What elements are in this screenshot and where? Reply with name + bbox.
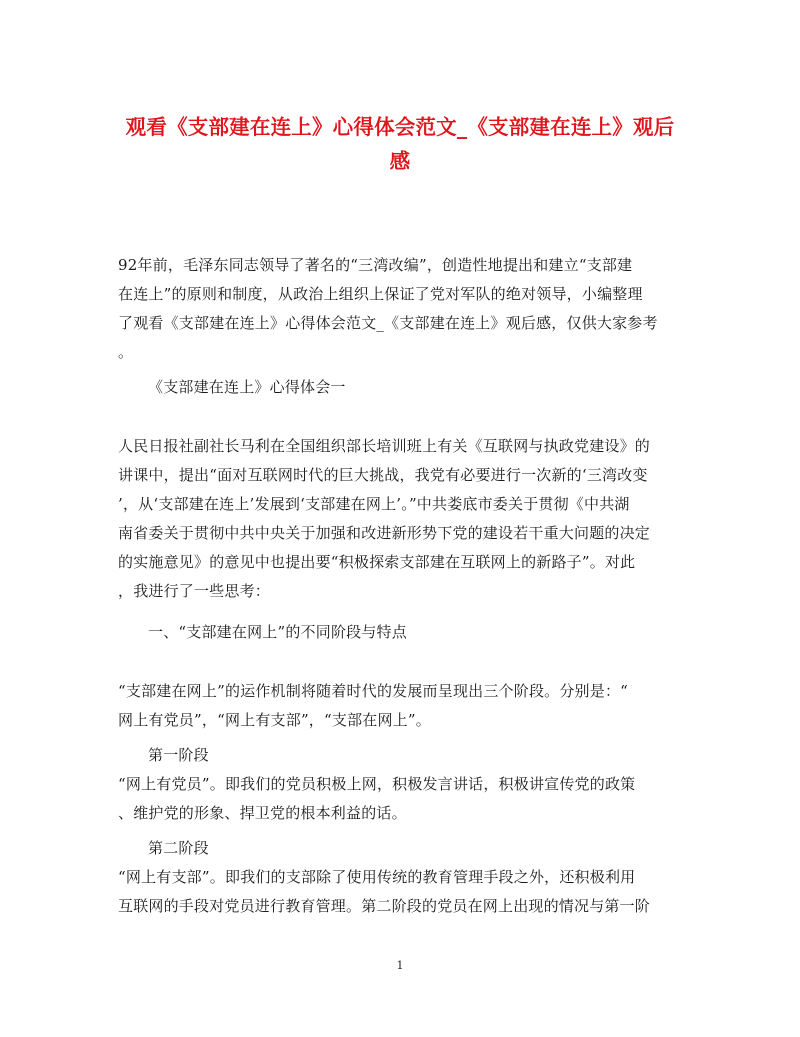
title-line: 感 xyxy=(389,149,411,173)
intro-line: 在连上”的原则和制度，从政治上组织上保证了党对军队的绝对领导，小编整理 xyxy=(118,285,643,303)
paragraph-line: 、维护党的形象、捍卫党的根本利益的话。 xyxy=(118,804,407,822)
subheading: 一、“支部建在网上”的不同阶段与特点 xyxy=(148,623,407,641)
paragraph-line: “网上有支部”。即我们的支部除了使用传统的教育管理手段之外，还积极利用 xyxy=(118,868,636,886)
paragraph-line: “网上有党员”。即我们的党员积极上网，积极发言讲话，积极讲宣传党的政策 xyxy=(118,775,636,793)
paragraph-line: “支部建在网上”的运作机制将随着时代的发展而呈现出三个阶段。分别是：“ xyxy=(118,682,629,700)
document-title xyxy=(118,110,682,178)
stage-heading: 第一阶段 xyxy=(148,746,209,764)
paragraph-line: 讲课中，提出“面对互联网时代的巨大挑战，我党有必要进行一次新的‘三湾改变 xyxy=(118,466,648,484)
paragraph-line: ’，从‘支部建在连上’发展到‘支部建在网上’。”中共娄底市委关于贯彻《中共湖 xyxy=(118,495,630,513)
intro-line: 92年前，毛泽东同志领导了著名的“三湾改编”，创造性地提出和建立“支部建 xyxy=(118,256,633,274)
paragraph-line: 的实施意见》的意见中也提出要“积极探索支部建在互联网上的新路子”。对此 xyxy=(118,553,636,571)
title-line: 观看《支部建在连上》心得体会范文_《支部建在连上》观后 xyxy=(125,115,675,139)
section-heading: 《支部建在连上》心得体会一 xyxy=(148,378,346,396)
intro-line: 了观看《支部建在连上》心得体会范文_《支部建在连上》观后感，仅供大家参考 xyxy=(118,314,658,332)
stage-heading: 第二阶段 xyxy=(148,839,209,857)
paragraph-line: 人民日报社副社长马利在全国组织部长培训班上有关《互联网与执政党建设》的 xyxy=(118,437,651,455)
paragraph-line: 互联网的手段对党员进行教育管理。第二阶段的党员在网上出现的情况与第一阶 xyxy=(118,897,651,915)
intro-line: 。 xyxy=(118,343,134,361)
paragraph-line: 网上有党员”，“网上有支部”，“支部在网上”。 xyxy=(118,711,431,729)
page-number: 1 xyxy=(396,959,404,972)
paragraph-line: 南省委关于贯彻中共中央关于加强和改进新形势下党的建设若干重大问题的决定 xyxy=(118,524,651,542)
paragraph-line: ，我进行了一些思考： xyxy=(118,582,271,600)
